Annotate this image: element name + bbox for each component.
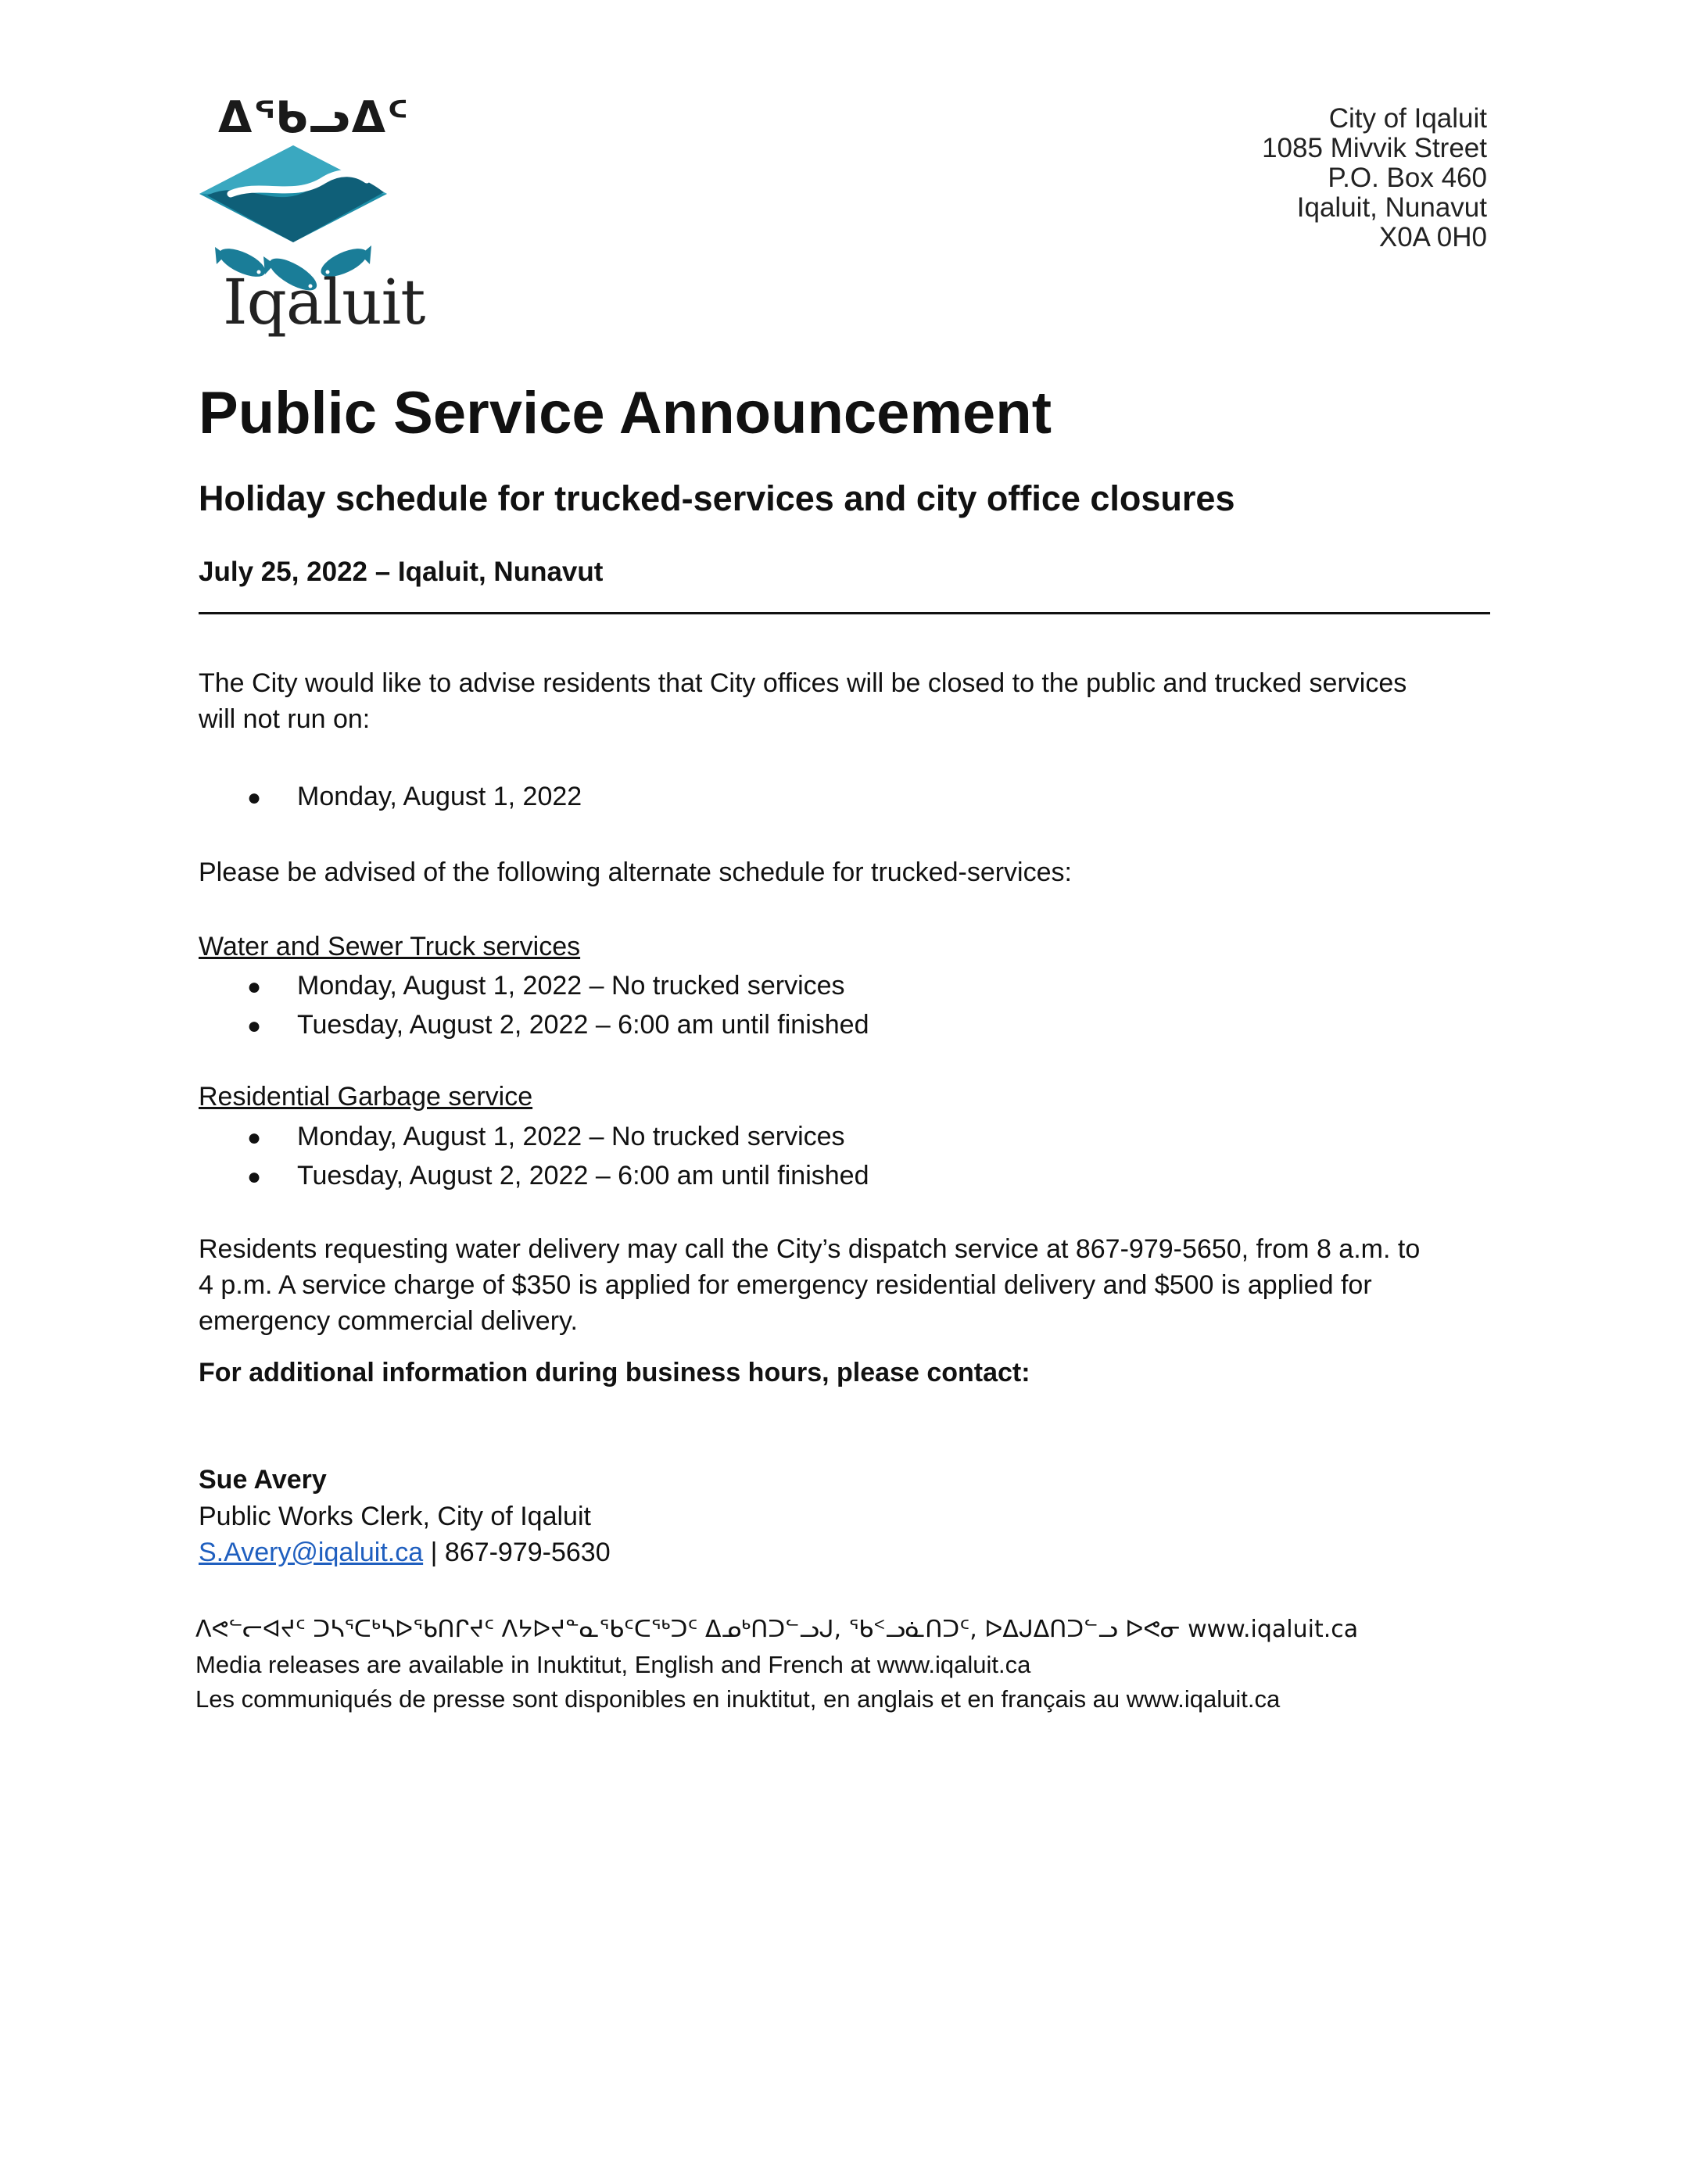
- contact-prompt: For additional information during business hours, please contact:: [199, 1358, 1030, 1387]
- contact-details: [199, 1534, 611, 1570]
- header-divider: [199, 612, 1490, 614]
- address-line: X0A 0H0: [1378, 222, 1487, 252]
- contact-role: Public Works Clerk, City of Iqaluit: [199, 1502, 591, 1531]
- bullet-icon: ●: [247, 785, 262, 811]
- delivery-line: Residents requesting water delivery may call the City’s dispatch service at 867-979-5650, from 8 a.m. to: [199, 1234, 1421, 1264]
- address-line: Iqaluit, Nunavut: [1296, 192, 1487, 223]
- intro-line: will not run on:: [199, 704, 371, 734]
- contact-phone: 867-979-5630: [444, 1538, 611, 1567]
- bullet-icon: ●: [247, 974, 262, 1000]
- city-address: [1262, 104, 1487, 252]
- address-line: P.O. Box 460: [1328, 163, 1487, 193]
- bullet-icon: ●: [247, 1164, 262, 1190]
- delivery-line: 4 p.m. A service charge of $350 is applied for emergency residential delivery and $500 is applied for: [199, 1270, 1372, 1300]
- bullet-icon: ●: [247, 1125, 262, 1151]
- footer-inuktitut: ᐱᕙᓪᓕᐊᔪᑦ ᑐᓴᕐᑕᒃᓴᐅᖃᑎᒋᔪᑦ ᐱᔭᐅᔪᓐᓇᖃᑦᑕᖅᑐᑦ ᐃᓄᒃᑎᑐᓪᓗᒍ, ᖃᑉᓗᓈᑎᑐᑦ, ᐅᐃᒍᐃᑎᑐᓪᓗ ᐅᕙᓂ www.iqaluit.ca: [195, 1616, 1359, 1643]
- garbage-heading: Residential Garbage service: [199, 1082, 533, 1112]
- intro-line: The City would like to advise residents that City offices will be closed to the public and trucked services: [199, 668, 1407, 698]
- city-logo: [199, 92, 425, 342]
- contact-separator: |: [430, 1538, 438, 1567]
- contact-name: Sue Avery: [199, 1465, 327, 1495]
- footer-english: Media releases are available in Inuktitut, English and French at www.iqaluit.ca: [195, 1651, 1031, 1678]
- dateline: July 25, 2022 – Iqaluit, Nunavut: [199, 557, 604, 587]
- closure-date-item: ● Monday, August 1, 2022: [247, 779, 582, 816]
- logo-wordmark: Iqaluit: [223, 266, 425, 338]
- alternate-schedule-intro: Please be advised of the following alternate schedule for trucked-services:: [199, 857, 1072, 887]
- garbage-schedule-item: ● Tuesday, August 2, 2022 – 6:00 am until finished: [247, 1158, 869, 1195]
- address-line: City of Iqaluit: [1328, 103, 1487, 134]
- document-subtitle: Holiday schedule for trucked-services and city office closures: [199, 478, 1235, 518]
- delivery-line: emergency commercial delivery.: [199, 1306, 578, 1336]
- bullet-icon: ●: [247, 1013, 262, 1039]
- address-line: 1085 Mivvik Street: [1262, 133, 1487, 163]
- document-title: Public Service Announcement: [199, 380, 1052, 446]
- water-sewer-heading: Water and Sewer Truck services: [199, 932, 581, 961]
- logo-syllabics: ᐃᖃᓗᐃᑦ: [218, 92, 410, 143]
- contact-email-link[interactable]: S.Avery@iqaluit.ca: [199, 1538, 424, 1567]
- water-schedule-item: ● Tuesday, August 2, 2022 – 6:00 am until finished: [247, 1007, 869, 1044]
- footer-french: Les communiqués de presse sont disponibles en inuktitut, en anglais et en français au www.iqaluit.ca: [195, 1685, 1281, 1713]
- water-schedule-item: ● Monday, August 1, 2022 – No trucked services: [247, 968, 845, 1005]
- garbage-schedule-item: ● Monday, August 1, 2022 – No trucked services: [247, 1119, 845, 1156]
